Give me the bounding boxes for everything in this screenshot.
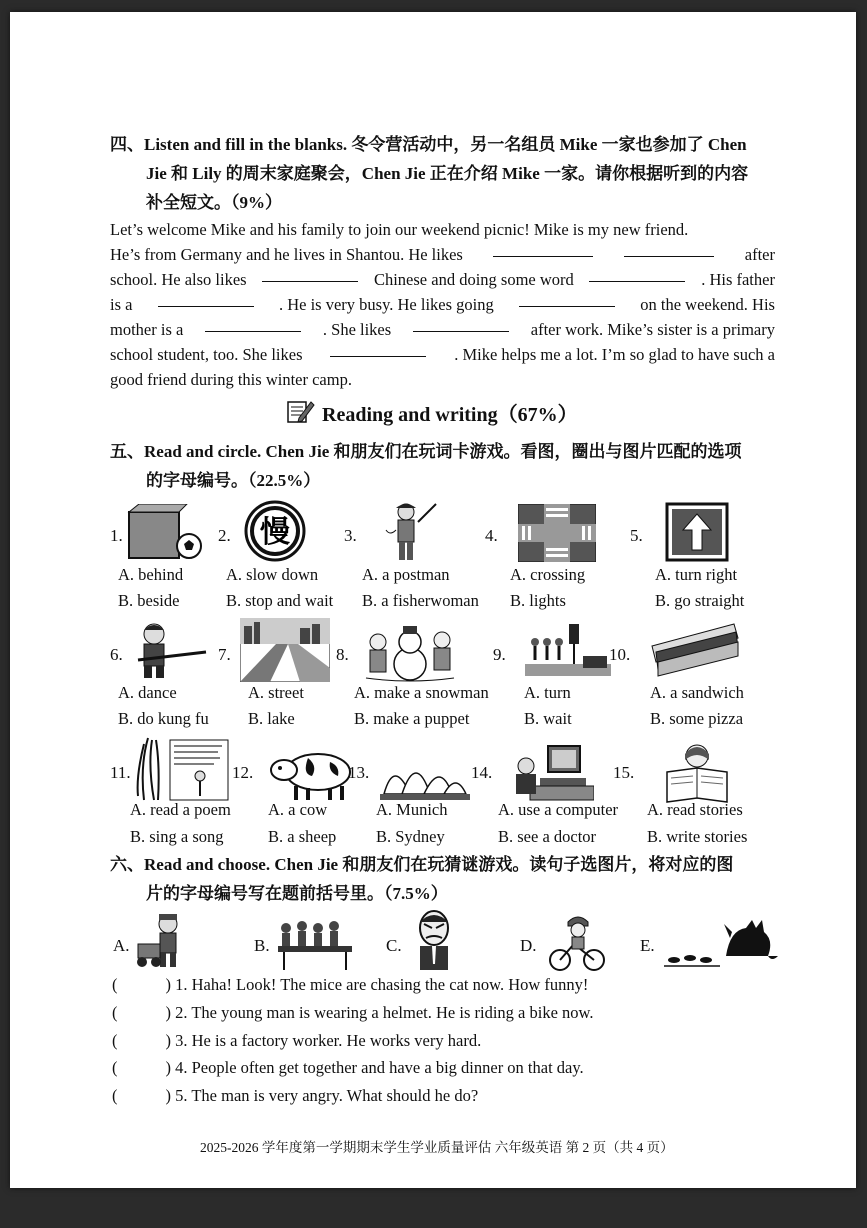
q11-number: 11. xyxy=(110,763,131,782)
section5-heading-line1: 五、Read and circle. Chen Jie 和朋友们在玩词卡游戏。看图，圈出与图片匹配的选项 xyxy=(110,442,742,461)
q4-number: 4. xyxy=(485,526,498,545)
box-ball-picture xyxy=(127,504,203,565)
section4-heading-line2: Jie 和 Lily 的周末家庭聚会，Chen Jie 正在介绍 Mike 一家。请你根据听到的内容 xyxy=(146,164,749,183)
passage-line2: He’s from Germany and he lives in Shantou. He likes after xyxy=(110,242,775,267)
q3-option-b[interactable]: B. a fisherwoman xyxy=(362,591,479,610)
q7-option-b[interactable]: B. lake xyxy=(248,709,295,728)
blank-6[interactable] xyxy=(519,292,615,307)
passage-line1: Let’s welcome Mike and his family to join our weekend picnic! Mike is my new friend. xyxy=(110,220,689,239)
question-1-text: 1. Haha! Look! The mice are chasing the cat now. How funny! xyxy=(175,975,589,994)
passage-line7: good friend during this winter camp. xyxy=(110,370,352,389)
passage-line3: school. He also likes Chinese and doing some word . His father xyxy=(110,267,775,292)
family-dinner-picture xyxy=(272,918,356,977)
q2-option-a[interactable]: A. slow down xyxy=(226,565,319,584)
opera-house-picture xyxy=(380,752,470,807)
section4-heading-line3: 补全短文。（9%） xyxy=(146,193,282,212)
passage-line4: is a . He is very busy. He likes going on the weekend. His xyxy=(110,292,775,317)
q8-option-b[interactable]: B. make a puppet xyxy=(354,709,470,728)
q10-number: 10. xyxy=(609,645,631,664)
q11-option-a[interactable]: A. read a poem xyxy=(130,800,231,819)
q10-option-b[interactable]: B. some pizza xyxy=(650,709,744,728)
q10-option-a[interactable]: A. a sandwich xyxy=(650,683,744,702)
sandwich-picture xyxy=(650,622,740,683)
question-4-text: 4. People often get together and have a big dinner on that day. xyxy=(175,1058,584,1077)
pic-d-label: D. xyxy=(520,936,537,955)
q2-option-b[interactable]: B. stop and wait xyxy=(226,591,334,610)
q15-option-a[interactable]: A. read stories xyxy=(647,800,743,819)
cyclist-helmet-picture xyxy=(548,912,606,977)
pic-c-label: C. xyxy=(386,936,402,955)
blank-1[interactable] xyxy=(493,242,593,257)
section4-heading-line1: 四、Listen and fill in the blanks. 冬令营活动中，另一名组员 Mike 一家也参加了 Chen xyxy=(110,135,747,154)
q14-number: 14. xyxy=(471,763,493,782)
pic-a-label: A. xyxy=(113,936,130,955)
exam-page xyxy=(10,12,856,1188)
kung-fu-boy-picture xyxy=(134,620,208,685)
passage xyxy=(110,217,775,392)
section5-heading-line2: 的字母编号。（22.5%） xyxy=(146,471,321,490)
q5-option-a[interactable]: A. turn right xyxy=(655,565,738,584)
question-2-row: ( ) 2. The young man is wearing a helmet. He is riding a bike now. xyxy=(112,1003,594,1022)
fisherwoman-picture xyxy=(380,500,440,569)
q12-option-b[interactable]: B. a sheep xyxy=(268,827,337,846)
q6-number: 6. xyxy=(110,645,123,664)
page-footer: 2025-2026 学年度第一学期期末学生学业质量评估 六年级英语 第 2 页（共 4 页） xyxy=(200,1140,674,1155)
q3-option-a[interactable]: A. a postman xyxy=(362,565,450,584)
q15-number: 15. xyxy=(613,763,635,782)
cow-picture xyxy=(268,748,354,807)
section6-heading-line2: 片的字母编号写在题前括号里。（7.5%） xyxy=(146,884,448,903)
q11-option-b[interactable]: B. sing a song xyxy=(130,827,224,846)
q14-option-a[interactable]: A. use a computer xyxy=(498,800,619,819)
q13-option-a[interactable]: A. Munich xyxy=(376,800,448,819)
factory-worker-picture xyxy=(134,912,194,975)
pic-b-label: B. xyxy=(254,936,270,955)
q1-number: 1. xyxy=(110,526,123,545)
go-straight-sign-picture xyxy=(665,502,729,567)
pencil-notebook-icon xyxy=(285,396,315,426)
q12-option-a[interactable]: A. a cow xyxy=(268,800,328,819)
reading-writing-title: Reading and writing（67%） xyxy=(322,404,578,426)
blank-9[interactable] xyxy=(330,342,426,357)
angry-man-picture xyxy=(408,908,462,979)
question-3-text: 3. He is a factory worker. He works very hard. xyxy=(175,1031,482,1050)
q6-option-b[interactable]: B. do kung fu xyxy=(118,709,209,728)
q4-option-b[interactable]: B. lights xyxy=(510,591,566,610)
question-5-text: 5. The man is very angry. What should he do? xyxy=(175,1086,479,1105)
q7-option-a[interactable]: A. street xyxy=(248,683,304,702)
q1-option-b[interactable]: B. beside xyxy=(118,591,180,610)
section6-heading-line1: 六、Read and choose. Chen Jie 和朋友们在玩猜谜游戏。读句子选图片，将对应的图 xyxy=(110,855,734,874)
blank-7[interactable] xyxy=(205,317,301,332)
question-1-row: ( ) 1. Haha! Look! The mice are chasing the cat now. How funny! xyxy=(112,975,589,994)
pic-e-label: E. xyxy=(640,936,655,955)
q8-option-a[interactable]: A. make a snowman xyxy=(354,683,489,702)
poem-willow-picture xyxy=(130,736,230,809)
snowman-picture xyxy=(362,618,458,689)
passage-line5: mother is a . She likes after work. Mike’s sister is a primary xyxy=(110,317,775,342)
q6-option-a[interactable]: A. dance xyxy=(118,683,177,702)
q8-number: 8. xyxy=(336,645,349,664)
q15-option-b[interactable]: B. write stories xyxy=(647,827,748,846)
street-lake-picture xyxy=(240,618,330,687)
question-4-row: ( ) 4. People often get together and have a big dinner on that day. xyxy=(112,1058,584,1077)
q1-option-a[interactable]: A. behind xyxy=(118,565,184,584)
question-3-row: ( ) 3. He is a factory worker. He works very hard. xyxy=(112,1031,482,1050)
q9-option-a[interactable]: A. turn xyxy=(524,683,571,702)
computer-user-picture xyxy=(510,744,594,807)
mice-chasing-cat-picture xyxy=(660,916,782,973)
q5-option-b[interactable]: B. go straight xyxy=(655,591,745,610)
girl-reading-picture xyxy=(663,742,731,809)
traffic-light-wait-picture xyxy=(525,622,611,683)
blank-5[interactable] xyxy=(158,292,254,307)
blank-3[interactable] xyxy=(262,267,358,282)
q2-number: 2. xyxy=(218,526,231,545)
q3-number: 3. xyxy=(344,526,357,545)
q9-option-b[interactable]: B. wait xyxy=(524,709,572,728)
svg-text:慢: 慢 xyxy=(260,515,290,550)
blank-4[interactable] xyxy=(589,267,685,282)
passage-line6: school student, too. She likes . Mike helps me a lot. I’m so glad to have such a xyxy=(110,342,775,367)
question-5-row: ( ) 5. The man is very angry. What should he do? xyxy=(112,1086,479,1105)
blank-2[interactable] xyxy=(624,242,714,257)
q12-number: 12. xyxy=(232,763,254,782)
q5-number: 5. xyxy=(630,526,643,545)
q14-option-b[interactable]: B. see a doctor xyxy=(498,827,597,846)
q13-number: 13. xyxy=(348,763,370,782)
q9-number: 9. xyxy=(493,645,506,664)
q4-option-a[interactable]: A. crossing xyxy=(510,565,586,584)
question-2-text: 2. The young man is wearing a helmet. He is riding a bike now. xyxy=(175,1003,594,1022)
blank-8[interactable] xyxy=(413,317,509,332)
crossing-picture xyxy=(518,504,596,567)
q7-number: 7. xyxy=(218,645,231,664)
slow-sign-picture xyxy=(243,500,307,567)
q13-option-b[interactable]: B. Sydney xyxy=(376,827,445,846)
